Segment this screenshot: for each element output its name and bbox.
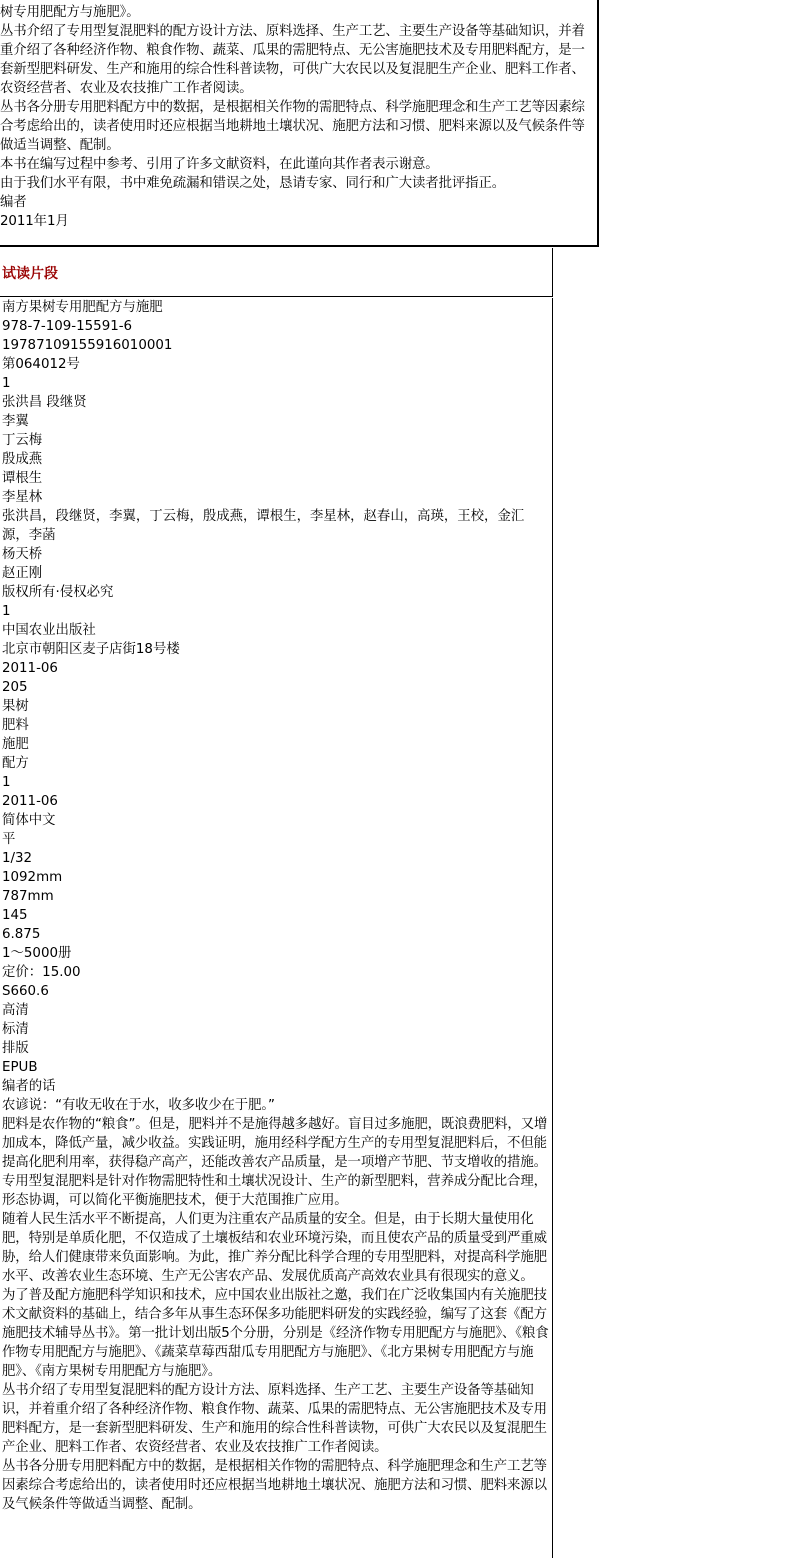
metadata-line: 排版 [2,1041,29,1056]
excerpt-paragraph: 丛书各分册专用肥料配方中的数据，是根据相关作物的需肥特点、科学施肥理念和生产工艺等因素综合考虑给出的，读者使用时还应根据当地耕地土壤状况、施肥方法和习惯、肥料来源以及气候条件等做适当调整、配制。 [2,1459,547,1512]
preface-paragraph: 由于我们水平有限，书中难免疏漏和错误之处，恳请专家、同行和广大读者批评指正。 [0,176,506,191]
metadata-line: 787mm [2,889,54,904]
metadata-line: 杨天桥 [2,547,43,562]
metadata-line: 1 [2,775,11,790]
excerpt-paragraph: 肥料是农作物的“粮食”。但是，肥料并不是施得越多越好。盲目过多施肥，既浪费肥料，又增加成本，降低产量，减少收益。实践证明，施用经科学配方生产的专用型复混肥料后，不但能提高化肥利用率，获得稳产高产，还能改善农产品质量，是一项增产节肥、节支增收的措施。 [2,1117,548,1170]
preface-paragraph: 本书在编写过程中参考、引用了许多文献资料，在此谨向其作者表示谢意。 [0,157,439,172]
metadata-line: 编者的话 [2,1079,56,1094]
metadata-line: 1 [2,604,11,619]
excerpt-paragraph: 为了普及配方施肥科学知识和技术，应中国农业出版社之邀，我们在广泛收集国内有关施肥技术文献资料的基础上，结合多年从事生态环保多功能肥料研发的实践经验，编写了这套《配方施肥技术辅导丛书》。第一批计划出版5个分册，分别是《经济作物专用肥配方与施肥》、《粮食作物专用肥配方与施肥》、《蔬菜草莓西甜瓜专用肥配方与施肥》、《北方果树专用肥配方与施肥》、《南方果树专用肥配方与施肥》。 [2,1288,549,1379]
metadata-line: 1 [2,376,11,391]
metadata-line: 2011-06 [2,661,58,676]
metadata-line: 赵正刚 [2,566,43,581]
excerpt-header [0,248,553,297]
metadata-line: 李翼 [2,414,29,429]
metadata-line: 李星林 [2,490,43,505]
excerpt-paragraph: 随着人民生活水平不断提高，人们更为注重农产品质量的安全。但是，由于长期大量使用化肥，特别是单质化肥，不仅造成了土壤板结和农业环境污染，而且使农产品的质量受到严重威胁，给人们健康带来负面影响。为此，推广养分配比科学合理的专用型肥料，对提高科学施肥水平、改善农业生态环境、生产无公害农产品、发展优质高产高效农业具有很现实的意义。 [2,1212,547,1284]
preface-paragraph: 编者 [0,195,27,210]
excerpt-paragraphs [0,1096,552,1514]
metadata-line: 978-7-109-15591-6 [2,319,133,334]
metadata-line: 配方 [2,756,29,771]
metadata-line: 施肥 [2,737,29,752]
preface-paragraph: 丛书介绍了专用型复混肥料的配方设计方法、原料选择、生产工艺、主要生产设备等基础知识，并着重介绍了各种经济作物、粮食作物、蔬菜、瓜果的需肥特点、无公害施肥技术及专用肥料配方，是一套新型肥料研发、生产和施用的综合性科普读物，可供广大农民以及复混肥生产企业、肥料工作者、农资经营者、农业及农技推广工作者阅读。 [0,24,585,96]
metadata-line: 殷成燕 [2,452,43,467]
metadata-line: 高清 [2,1003,29,1018]
metadata-line: 南方果树专用肥配方与施肥 [2,300,163,315]
preface-paragraph: 丛书各分册专用肥料配方中的数据，是根据相关作物的需肥特点、科学施肥理念和生产工艺等因素综合考虑给出的，读者使用时还应根据当地耕地土壤状况、施肥方法和习惯、肥料来源以及气候条件等做适当调整、配制。 [0,100,585,153]
metadata-line: 定价：15.00 [2,965,81,980]
metadata-line: 北京市朝阳区麦子店街18号楼 [2,642,180,657]
metadata-line: 谭根生 [2,471,43,486]
metadata-line: 版权所有·侵权必究 [2,585,114,600]
metadata-line: 中国农业出版社 [2,623,96,638]
metadata-line: 1/32 [2,851,33,866]
metadata-line: 果树 [2,699,29,714]
preface-paragraph: 2011年1月 [0,214,69,229]
excerpt-body [0,298,553,1558]
metadata-line: 源，李菡 [2,528,56,543]
metadata-line: 丁云梅 [2,433,43,448]
excerpt-paragraph: 专用型复混肥料是针对作物需肥特性和土壤状况设计、生产的新型肥料，营养成分配比合理，形态协调，可以简化平衡施肥技术，便于大范围推广应用。 [2,1174,547,1208]
metadata-line: 简体中文 [2,813,56,828]
metadata-line: 平 [2,832,16,847]
metadata-line: S660.6 [2,984,49,999]
metadata-line: 1092mm [2,870,63,885]
preface-box [0,0,599,247]
excerpt-title: 试读片段 [2,266,58,282]
metadata-line: 2011-06 [2,794,58,809]
excerpt-paragraph: 农谚说：“有收无收在于水，收多收少在于肥。” [2,1098,275,1113]
excerpt-paragraph: 丛书介绍了专用型复混肥料的配方设计方法、原料选择、生产工艺、主要生产设备等基础知识，并着重介绍了各种经济作物、粮食作物、蔬菜、瓜果的需肥特点、无公害施肥技术及专用肥料配方，是一套新型肥料研发、生产和施用的综合性科普读物，可供广大农民以及复混肥生产企业、肥料工作者、农资经营者、农业及农技推广工作者阅读。 [2,1383,547,1455]
metadata-line: 第064012号 [2,357,80,372]
metadata-line: 张洪昌 段继贤 [2,395,87,410]
preface-paragraphs [0,22,597,231]
preface-fragment: 树专用肥配方与施肥》。 [0,5,140,20]
metadata-line: 肥料 [2,718,29,733]
metadata-line: EPUB [2,1060,38,1075]
metadata-line: 张洪昌，段继贤，李翼，丁云梅，殷成燕，谭根生，李星林，赵春山，高瑛，王校，金汇 [2,509,525,524]
metadata-line: 6.875 [2,927,41,942]
metadata-line: 1～5000册 [2,946,72,961]
metadata-line: 标清 [2,1022,29,1037]
metadata-line: 19787109155916010001 [2,338,173,353]
metadata-line: 145 [2,908,28,923]
book-metadata-list [0,298,552,1096]
metadata-line: 205 [2,680,28,695]
